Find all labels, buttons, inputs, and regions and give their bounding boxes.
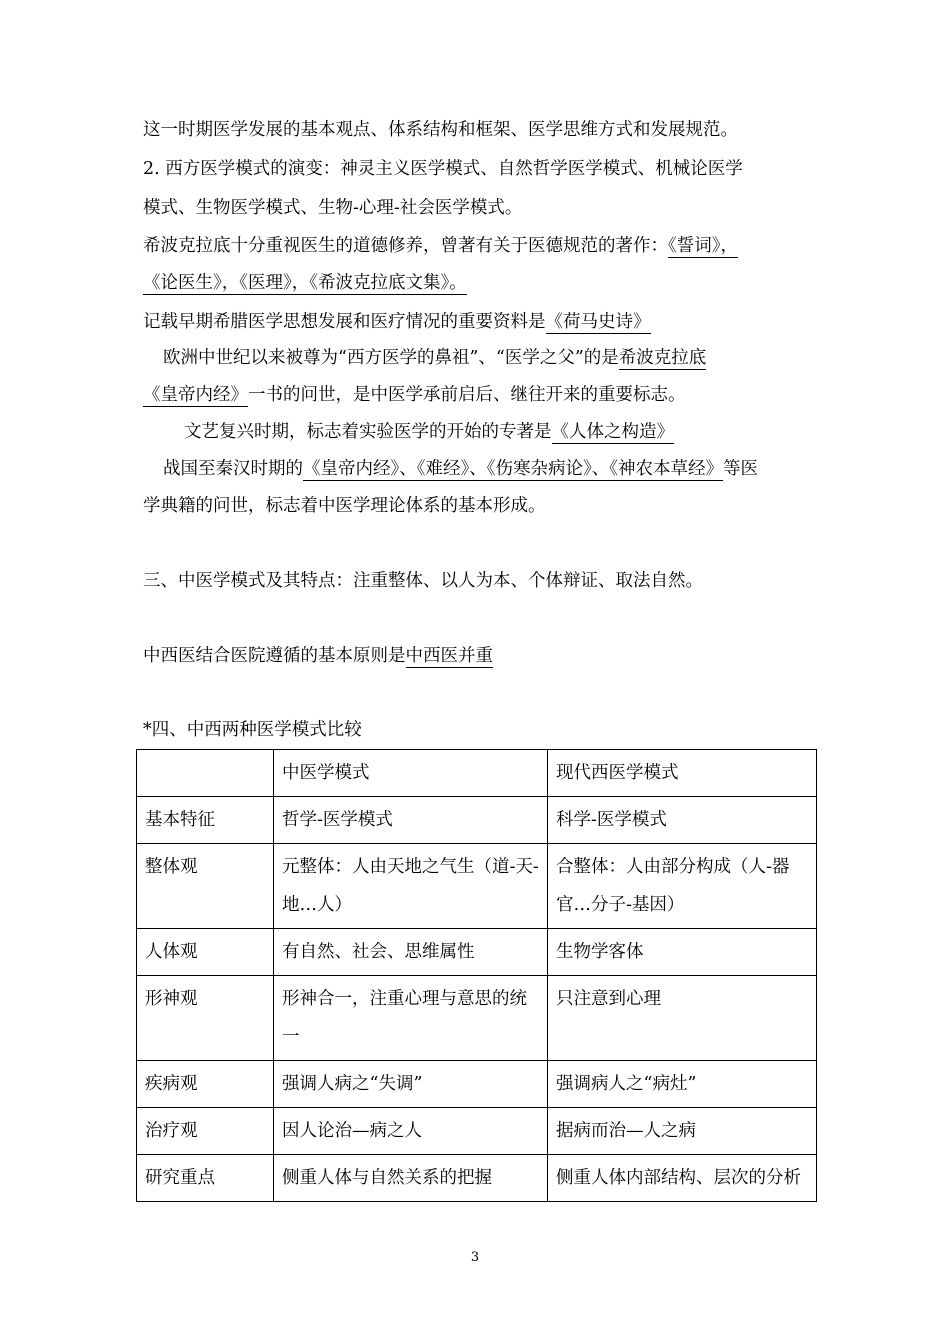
paragraph-line xyxy=(163,347,706,369)
underlined-answer: 《皇帝内经》 xyxy=(143,385,248,405)
table-row xyxy=(137,929,817,976)
paragraph-line xyxy=(143,158,743,180)
table-cell: 疾病观 xyxy=(137,1061,274,1108)
table-cell: 强调人病之“失调” xyxy=(274,1061,548,1108)
section-heading xyxy=(143,719,362,741)
paragraph-text: 模式、生物医学模式、生物-心理-社会医学模式。 xyxy=(143,198,523,218)
table-cell: 人体观 xyxy=(137,929,274,976)
paragraph-line xyxy=(184,421,674,443)
table-cell: 生物学客体 xyxy=(548,929,817,976)
table-row xyxy=(137,797,817,844)
paragraph-line xyxy=(143,645,493,667)
paragraph-line xyxy=(143,384,686,406)
paragraph-text: 记载早期希腊医学思想发展和医疗情况的重要资料是 xyxy=(143,312,546,332)
paragraph-text: 中西医结合医院遵循的基本原则是 xyxy=(143,646,406,666)
page-number: 3 xyxy=(470,1250,480,1265)
table-cell: 治疗观 xyxy=(137,1108,274,1155)
table-cell: 研究重点 xyxy=(137,1155,274,1202)
table-cell: 科学-医学模式 xyxy=(548,797,817,844)
table-header-cell: 中医学模式 xyxy=(274,750,548,797)
paragraph-line xyxy=(143,272,467,294)
paragraph-text: 一书的问世，是中医学承前启后、继往开来的重要标志。 xyxy=(248,385,686,405)
underlined-answer: 《誓词》， xyxy=(668,236,738,256)
table-row xyxy=(137,1108,817,1155)
paragraph-text: 这一时期医学发展的基本观点、体系结构和框架、医学思维方式和发展规范。 xyxy=(143,120,738,140)
underlined-answer: 《论医生》，《医理》，《希波克拉底文集》。 xyxy=(143,273,467,293)
paragraph-text: 战国至秦汉时期的 xyxy=(163,459,303,479)
table-cell: 只注意到心理 xyxy=(548,976,817,1061)
table-cell: 侧重人体内部结构、层次的分析 xyxy=(548,1155,817,1202)
paragraph-text: 学典籍的问世，标志着中医学理论体系的基本形成。 xyxy=(143,496,546,516)
table-cell: 合整体：人由部分构成（人-器官…分子-基因） xyxy=(548,844,817,929)
underlined-answer: 《人体之构造》 xyxy=(551,422,674,442)
table-cell: 据病而治—人之病 xyxy=(548,1108,817,1155)
paragraph-line xyxy=(143,119,738,141)
paragraph-text: 等医 xyxy=(723,459,758,479)
underlined-answer: 《荷马史诗》 xyxy=(545,312,651,332)
table-cell: 有自然、社会、思维属性 xyxy=(274,929,548,976)
table-row xyxy=(137,1155,817,1202)
paragraph-text: 欧洲中世纪以来被尊为“西方医学的鼻祖”、“医学之父”的是 xyxy=(163,348,619,368)
paragraph-text: 2. 西方医学模式的演变：神灵主义医学模式、自然哲学医学模式、机械论医学 xyxy=(143,159,743,179)
table-cell: 侧重人体与自然关系的把握 xyxy=(274,1155,548,1202)
table-header-row xyxy=(137,750,817,797)
underlined-answer: 中西医并重 xyxy=(405,646,493,666)
table-row xyxy=(137,1061,817,1108)
underlined-answer: 希波克拉底 xyxy=(618,348,707,368)
table-cell: 整体观 xyxy=(137,844,274,929)
table-cell: 因人论治—病之人 xyxy=(274,1108,548,1155)
paragraph-text: 文艺复兴时期，标志着实验医学的开始的专著是 xyxy=(184,422,552,442)
table-cell: 元整体：人由天地之气生（道-天-地…人） xyxy=(274,844,548,929)
paragraph-line xyxy=(163,458,758,480)
paragraph-text: 希波克拉底十分重视医生的道德修养，曾著有关于医德规范的著作： xyxy=(143,236,668,256)
paragraph-line xyxy=(143,197,522,219)
table-caption: *四、中西两种医学模式比较 xyxy=(143,720,362,740)
table-cell: 基本特征 xyxy=(137,797,274,844)
table-header-cell: 现代西医学模式 xyxy=(548,750,817,797)
comparison-table xyxy=(136,749,817,1202)
table-cell: 哲学-医学模式 xyxy=(274,797,548,844)
table-row xyxy=(137,976,817,1061)
table-cell: 形神合一，注重心理与意思的统一 xyxy=(274,976,548,1061)
table-cell: 形神观 xyxy=(137,976,274,1061)
paragraph-line xyxy=(143,311,651,333)
underlined-answer: 《皇帝内经》、《难经》、《伤寒杂病论》、《神农本草经》 xyxy=(303,459,723,479)
table-row xyxy=(137,844,817,929)
table-cell: 强调病人之“病灶” xyxy=(548,1061,817,1108)
paragraph-line xyxy=(143,235,738,257)
paragraph-text: 三、中医学模式及其特点：注重整体、以人为本、个体辩证、取法自然。 xyxy=(143,571,703,591)
section-heading xyxy=(143,570,703,592)
table-header-cell xyxy=(137,750,274,797)
paragraph-line xyxy=(143,495,546,517)
